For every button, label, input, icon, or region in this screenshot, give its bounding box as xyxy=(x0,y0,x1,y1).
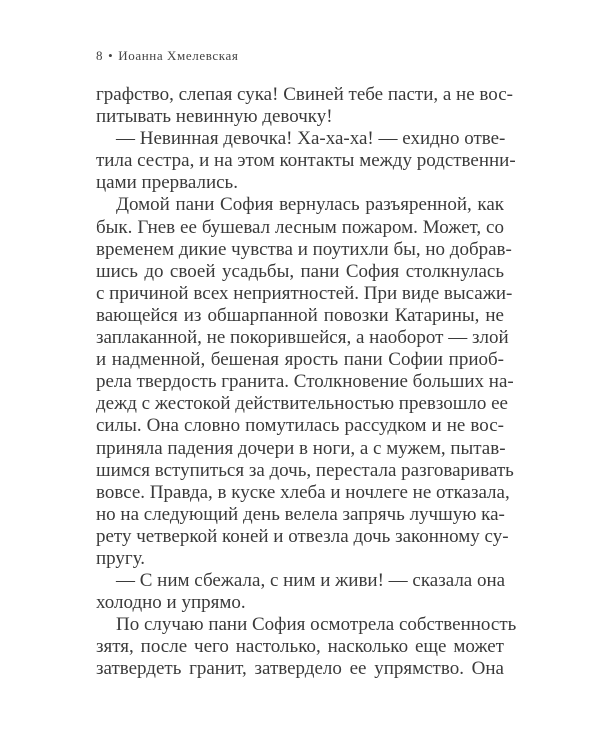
text-line: тила сестра, и на этом контакты между родственни- xyxy=(96,150,516,172)
text-line: временем дикие чувства и поутихли бы, но добрав- xyxy=(96,238,512,260)
text-line: — Невинная девочка! Ха-ха-ха! — ехидно отве- xyxy=(116,128,506,150)
text-line: но на следующий день велела запрячь лучшую ка- xyxy=(96,503,505,525)
text-line: рету четверкой коней и отвезла дочь законному су- xyxy=(96,525,509,547)
text-line: цами прервались. xyxy=(96,172,238,194)
text-line: — С ним сбежала, с ним и живи! — сказала она xyxy=(116,570,506,592)
text-line: шись до своей усадьбы, пани София столкнулась xyxy=(96,260,504,282)
text-line: холодно и упрямо. xyxy=(96,592,246,614)
text-line: зятя, после чего настолько, насколько еще может xyxy=(96,636,504,658)
text-line: шимся вступиться за дочь, перестала разговаривать xyxy=(96,459,514,481)
text-line: графство, слепая сука! Свиней тебе пасти, а не вос- xyxy=(96,84,513,105)
author-name: Иоанна Хмелевская xyxy=(118,48,239,63)
page-number: 8 xyxy=(96,48,104,63)
text-line: питывать невинную девочку! xyxy=(96,106,333,128)
text-line: затвердеть гранит, затвердело ее упрямство. Она xyxy=(96,658,504,680)
text-line: По случаю пани София осмотрела собственность xyxy=(116,614,517,636)
text-line: бык. Гнев ее бушевал лесным пожаром. Может, со xyxy=(96,216,504,238)
text-line: вающейся из обшарпанной повозки Катарины, не xyxy=(96,304,504,326)
text-line: вовсе. Правда, в куске хлеба и ночлеге не отказала, xyxy=(96,481,510,503)
text-line: пругу. xyxy=(96,547,146,569)
text-line: Домой пани София вернулась разъяренной, как xyxy=(116,194,504,216)
text-line: приняла падения дочери в ноги, а с мужем, пытав- xyxy=(96,437,506,459)
separator: • xyxy=(108,48,114,63)
text-line: и надменной, бешеная ярость пани Софии приоб- xyxy=(96,349,504,371)
text-line: заплаканной, не покорившейся, а наоборот — злой xyxy=(96,327,509,349)
running-header xyxy=(96,48,238,64)
text-line: рела твердость гранита. Столкновение больших на- xyxy=(96,371,514,393)
text-line: силы. Она словно помутилась рассудком и не вос- xyxy=(96,415,504,437)
text-line: с причиной всех неприятностей. При виде высажи- xyxy=(96,282,513,304)
text-line: дежд с жестокой действительностью превзошло ее xyxy=(96,393,508,415)
page-body-text xyxy=(96,84,517,681)
